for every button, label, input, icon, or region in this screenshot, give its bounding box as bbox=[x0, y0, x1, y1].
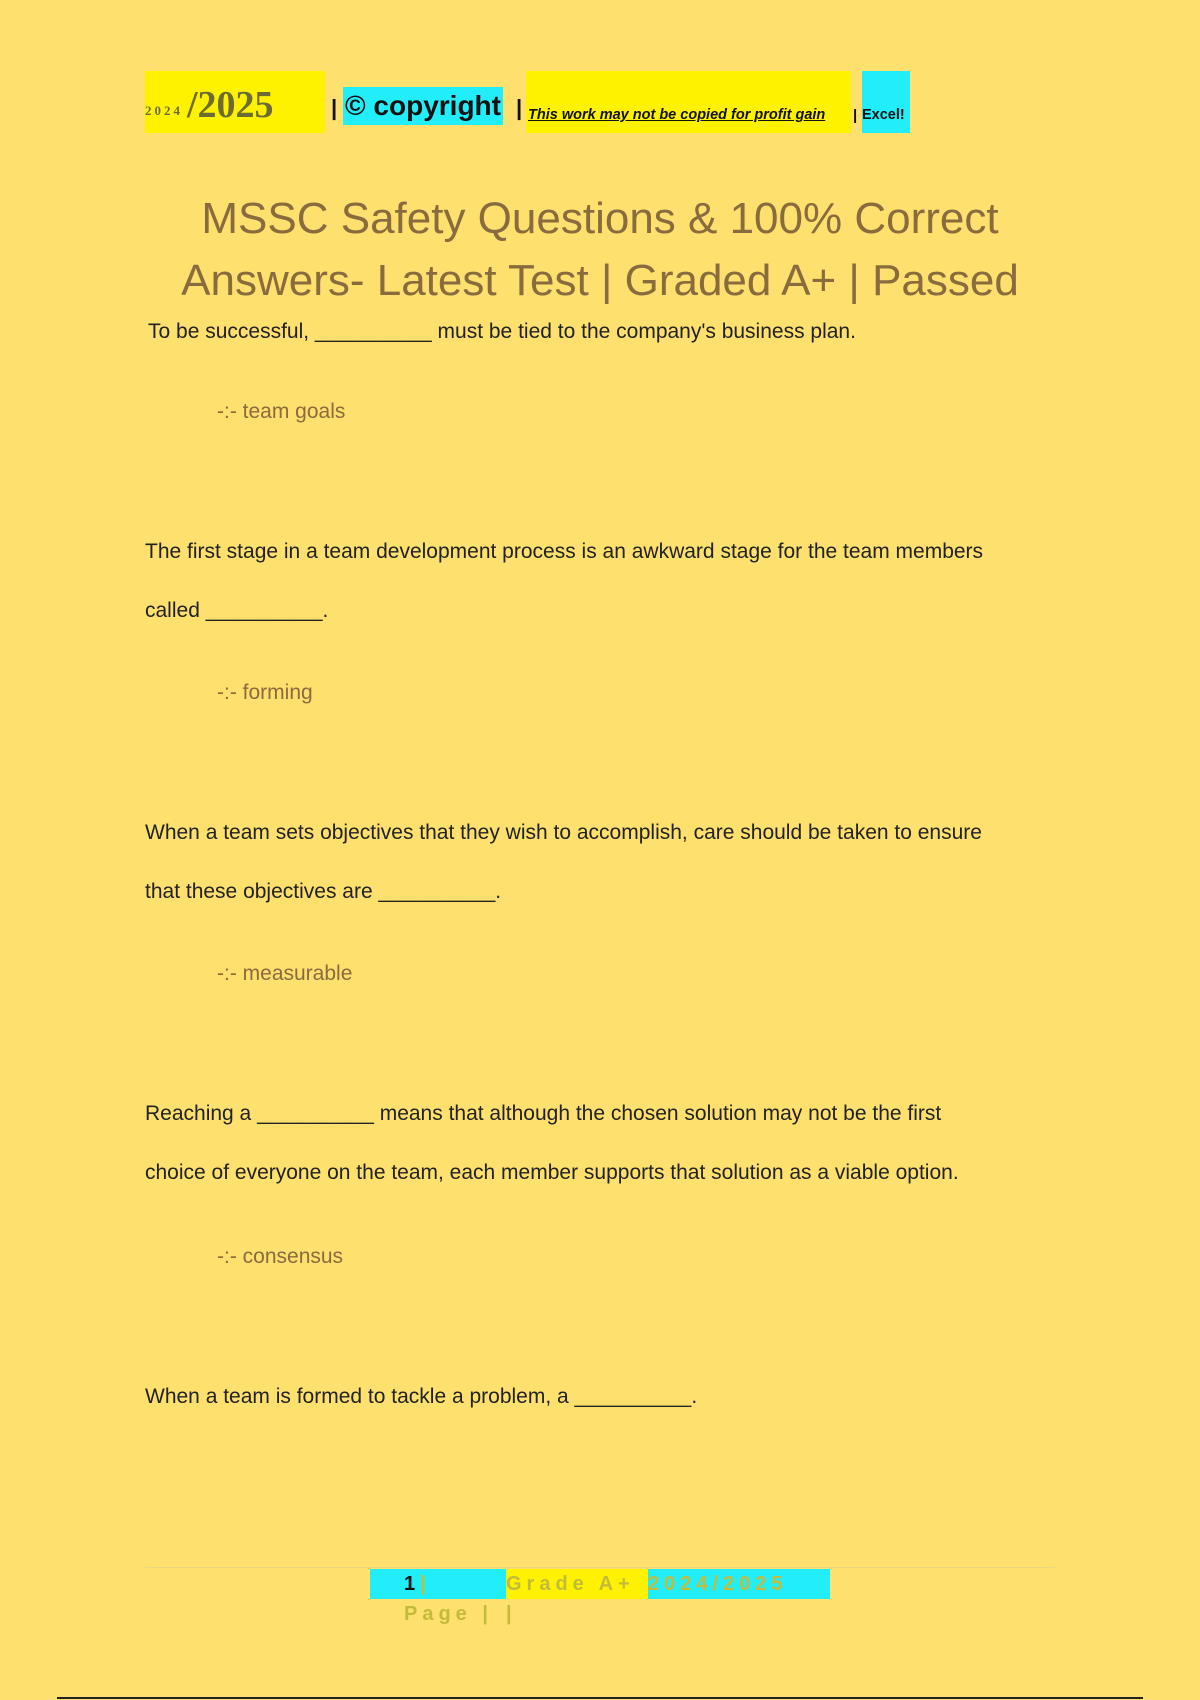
question-3-line-2: that these objectives are __________. bbox=[145, 880, 502, 903]
copy-notice: This work may not be copied for profit gain bbox=[528, 107, 826, 123]
page-label: | Page | bbox=[404, 1573, 493, 1625]
excel-highlight bbox=[862, 71, 910, 133]
year-small: 2024 bbox=[145, 103, 183, 118]
separator: | bbox=[516, 95, 523, 120]
question-4-line-2: choice of everyone on the team, each member supports that solution as a viable option. bbox=[145, 1161, 959, 1184]
footer-divider bbox=[145, 1567, 1055, 1568]
question-3 bbox=[145, 803, 1045, 921]
answer-2: -:- forming bbox=[217, 681, 313, 704]
question-1: To be successful, __________ must be tied to the company's business plan. bbox=[148, 320, 856, 343]
answer-3: -:- measurable bbox=[217, 962, 353, 985]
answer-4: -:- consensus bbox=[217, 1245, 344, 1268]
question-4-line-1: Reaching a __________ means that although the chosen solution may not be the first bbox=[145, 1102, 942, 1125]
title-line-1: MSSC Safety Questions & 100% Correct bbox=[201, 194, 999, 243]
copyright-label: © copyright bbox=[343, 87, 503, 125]
bottom-rule bbox=[57, 1697, 1143, 1699]
question-3-line-1: When a team sets objectives that they wish to accomplish, care should be taken to ensure bbox=[145, 821, 982, 844]
year-badge bbox=[145, 71, 325, 133]
question-2-line-2: called __________. bbox=[145, 599, 329, 622]
question-5: When a team is formed to tackle a problem, a __________. bbox=[145, 1385, 698, 1408]
answer-1: -:- team goals bbox=[217, 400, 346, 423]
excel-label: Excel! bbox=[862, 107, 905, 123]
question-2 bbox=[145, 522, 1045, 640]
document-title bbox=[100, 188, 1100, 312]
footer-grade: Grade A+ | bbox=[506, 1569, 648, 1599]
footer-page bbox=[370, 1569, 506, 1625]
separator: | bbox=[853, 107, 858, 124]
title-line-2: Answers- Latest Test | Graded A+ | Passed bbox=[181, 256, 1019, 305]
page-number: 1 bbox=[404, 1573, 421, 1595]
notice-highlight bbox=[526, 71, 851, 133]
year-big: /2025 bbox=[187, 84, 274, 126]
separator: | bbox=[331, 95, 338, 120]
question-2-line-1: The first stage in a team development process is an awkward stage for the team members bbox=[145, 540, 984, 563]
footer-year: 2024/2025 bbox=[648, 1569, 830, 1599]
question-4 bbox=[145, 1084, 1045, 1202]
